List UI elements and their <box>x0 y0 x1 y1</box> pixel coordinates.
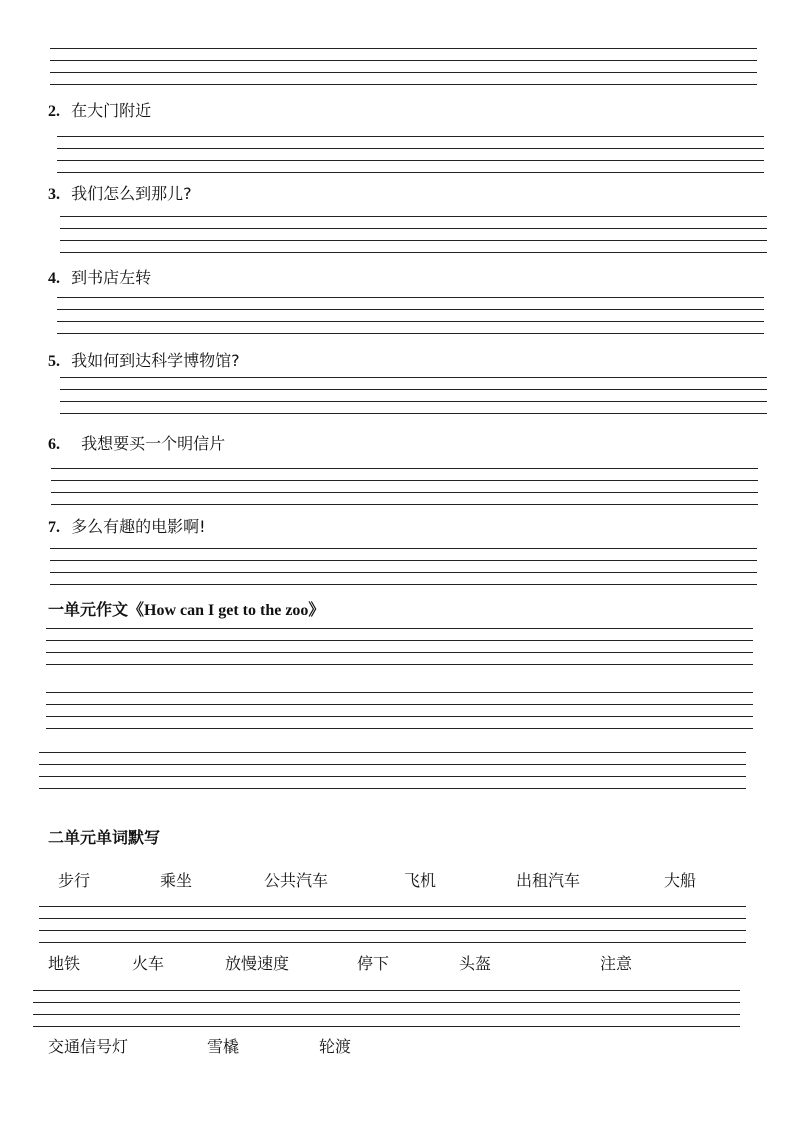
question-number: 5. <box>48 353 60 370</box>
question-7 <box>48 517 206 538</box>
word-ride: 乘坐 <box>160 871 193 890</box>
question-text: 我如何到达科学博物馆? <box>71 351 240 370</box>
question-3 <box>48 184 192 205</box>
word-walk: 步行 <box>58 871 91 890</box>
question-6 <box>48 434 225 455</box>
word-bus: 公共汽车 <box>264 871 329 890</box>
word-plane: 飞机 <box>404 871 437 890</box>
dictation-lines-2 <box>33 991 740 1027</box>
writing-line-group-6 <box>51 469 758 505</box>
dictation-title <box>48 828 160 848</box>
word-ferry: 轮渡 <box>319 1037 352 1056</box>
question-4 <box>48 268 151 289</box>
question-number: 7. <box>48 519 60 536</box>
composition-title-en: 《How can I get to the zoo》 <box>128 602 325 619</box>
word-slow-down: 放慢速度 <box>225 954 290 973</box>
composition-lines-3 <box>39 753 746 789</box>
writing-line-group-5 <box>60 378 767 414</box>
question-number: 2. <box>48 103 60 120</box>
composition-title-cn: 一单元作文 <box>48 600 129 619</box>
question-text: 我们怎么到那儿? <box>71 184 192 203</box>
word-attention: 注意 <box>600 954 633 973</box>
dictation-lines-1 <box>39 907 746 943</box>
writing-line-group-3 <box>60 217 767 253</box>
question-5 <box>48 351 240 372</box>
word-taxi: 出租汽车 <box>516 871 581 890</box>
word-ship: 大船 <box>664 871 697 890</box>
composition-title <box>48 600 324 621</box>
question-number: 6. <box>48 436 60 453</box>
word-traffic-lights: 交通信号灯 <box>48 1037 129 1056</box>
writing-line-group-2 <box>57 137 764 173</box>
word-helmet: 头盔 <box>459 954 492 973</box>
dictation-title-text: 二单元单词默写 <box>48 828 161 847</box>
question-2 <box>48 101 151 122</box>
writing-line-group-7 <box>50 549 757 585</box>
question-number: 4. <box>48 270 60 287</box>
composition-lines-1 <box>46 629 753 665</box>
word-stop: 停下 <box>357 954 390 973</box>
question-text: 多么有趣的电影啊! <box>71 517 206 536</box>
question-text: 在大门附近 <box>71 101 152 120</box>
question-text: 到书店左转 <box>71 268 152 287</box>
writing-line-group-1 <box>50 49 757 85</box>
question-number: 3. <box>48 186 60 203</box>
word-subway: 地铁 <box>48 954 81 973</box>
word-train: 火车 <box>132 954 165 973</box>
writing-line-group-4 <box>57 298 764 334</box>
question-text: 我想要买一个明信片 <box>81 434 226 453</box>
word-sled: 雪橇 <box>207 1037 240 1056</box>
composition-lines-2 <box>46 693 753 729</box>
